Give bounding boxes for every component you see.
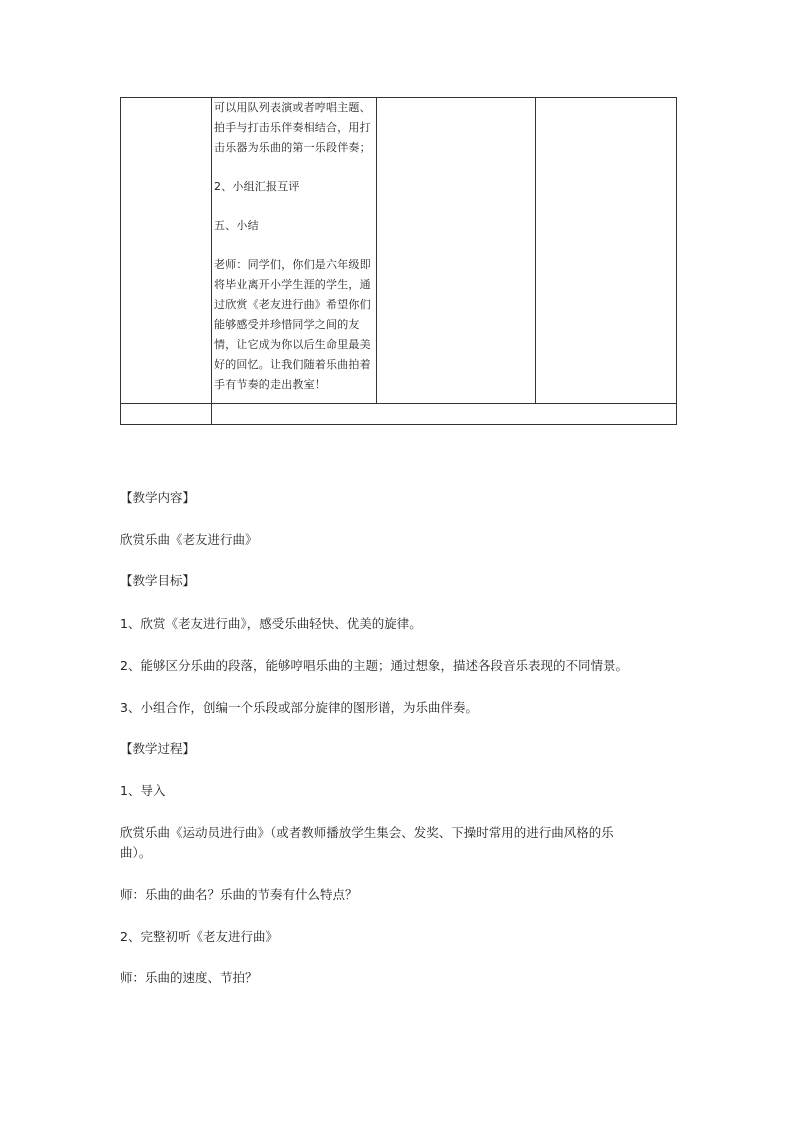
cell-line: 可以用队列表演或者哼唱主题、 (214, 101, 371, 114)
cell-line: 过欣赏《老友进行曲》希望你们 (214, 298, 371, 311)
cell-line: 能够感受并珍惜同学之间的友 (214, 318, 360, 331)
goal-item: 1、欣赏《老友进行曲》，感受乐曲轻快、优美的旋律。 (120, 616, 422, 631)
table-row (121, 404, 677, 425)
cell-line: 情，让它成为你以后生命里最美 (214, 338, 371, 351)
table-cell-empty (536, 98, 677, 404)
process-question: 师：乐曲的曲名？乐曲的节奏有什么特点？ (120, 887, 358, 902)
table-cell-empty (121, 98, 212, 404)
cell-line: 拍手与打击乐伴奏相结合，用打 (214, 121, 371, 134)
process-question: 师：乐曲的速度、节拍？ (120, 970, 258, 985)
cell-line: 手有节奏的走出教室！ (214, 378, 326, 391)
cell-line: 老师：同学们，你们是六年级即 (214, 258, 371, 271)
process-text: 曲）。 (120, 845, 152, 860)
process-step: 1、导入 (120, 783, 166, 798)
goal-item: 2、能够区分乐曲的段落，能够哼唱乐曲的主题；通过想象，描述各段音乐表现的不同情景。 (120, 658, 628, 673)
table-cell-empty (377, 98, 536, 404)
table-cell-empty (121, 404, 212, 425)
lesson-plan-table (120, 97, 676, 425)
process-text: 欣赏乐曲《运动员进行曲》（或者教师播放学生集会、发奖、下操时常用的进行曲风格的乐 (120, 825, 614, 840)
content-text: 欣赏乐曲《老友进行曲》 (120, 532, 258, 547)
table-row (121, 98, 677, 404)
table-cell-activities (212, 98, 377, 404)
step-label: 2、小组汇报互评 (214, 180, 300, 193)
heading-content: 【教学内容】 (120, 490, 196, 505)
cell-line: 将毕业离开小学生涯的学生，通 (214, 278, 371, 291)
heading-goals: 【教学目标】 (120, 573, 196, 588)
cell-line: 击乐器为乐曲的第一乐段伴奏； (214, 141, 371, 154)
process-step: 2、完整初听《老友进行曲》 (120, 929, 278, 944)
heading-process: 【教学过程】 (120, 741, 196, 756)
cell-line: 好的回忆。让我们随着乐曲拍着 (214, 358, 371, 371)
table-cell-empty (212, 404, 677, 425)
goal-item: 3、小组合作，创编一个乐段或部分旋律的图形谱，为乐曲伴奏。 (120, 700, 478, 715)
section-label: 五、小结 (214, 219, 259, 232)
